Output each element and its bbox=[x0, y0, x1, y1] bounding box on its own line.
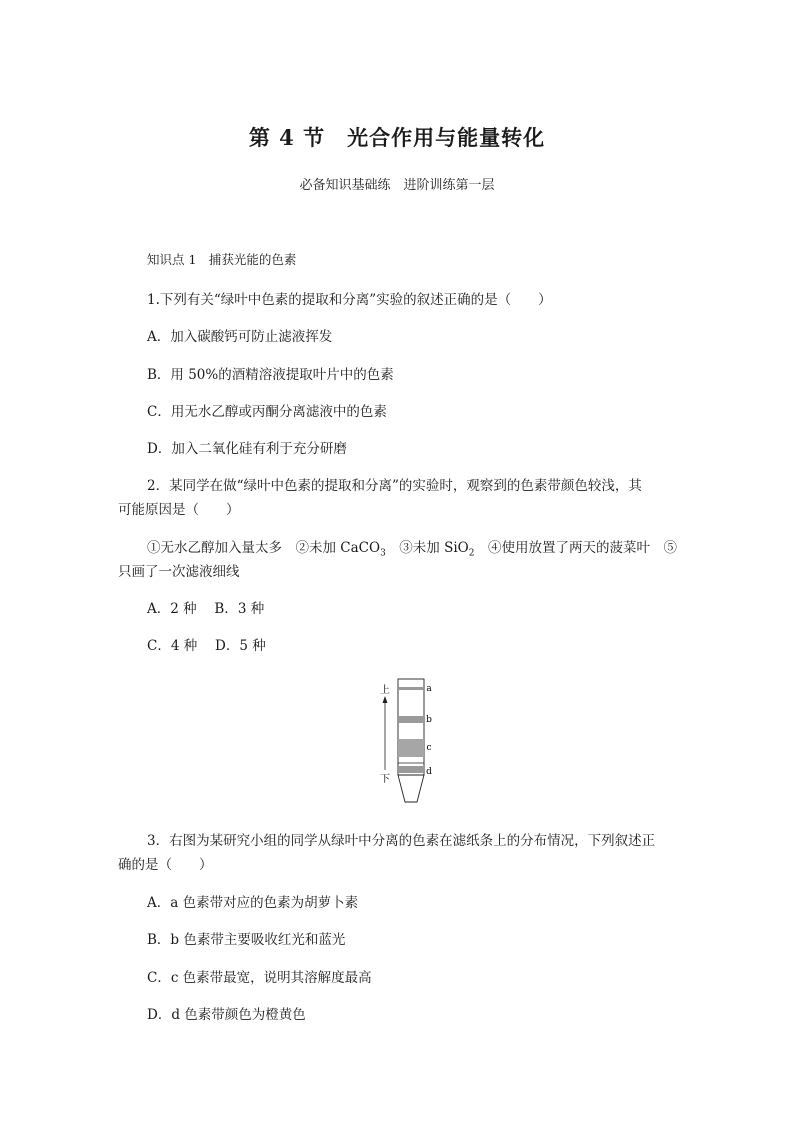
q1-option-b: B．用 50%的酒精溶液提取叶片中的色素 bbox=[147, 367, 394, 383]
q2-item-part-b: ③未加 SiO bbox=[385, 540, 469, 556]
chromatography-strip-figure bbox=[374, 676, 434, 806]
q1-option-c: C．用无水乙醇或丙酮分离滤液中的色素 bbox=[147, 404, 387, 420]
q2-stem-line2: 可能原因是（ ） bbox=[118, 502, 240, 518]
band-c bbox=[398, 739, 424, 757]
q2-item-part-c: ④使用放置了两天的菠菜叶 ⑤ bbox=[474, 540, 677, 556]
filter-strip bbox=[398, 679, 424, 775]
q2-options-ab: A．2 种 B．3 种 bbox=[147, 601, 265, 617]
page-subtitle: 必备知识基础练 进阶训练第一层 bbox=[299, 178, 495, 193]
band-label-c: c bbox=[426, 743, 432, 753]
q3-option-d: D．d 色素带颜色为橙黄色 bbox=[147, 1007, 306, 1023]
label-bottom: 下 bbox=[380, 774, 390, 785]
label-top: 上 bbox=[380, 685, 390, 696]
q2-items-line1 bbox=[147, 536, 677, 559]
band-label-d: d bbox=[426, 767, 432, 777]
q2-items-line2: 只画了一次滤液细线 bbox=[118, 564, 240, 580]
section-heading: 知识点 1 捕获光能的色素 bbox=[147, 252, 297, 267]
band-label-a: a bbox=[426, 684, 432, 694]
q2-options-cd: C．4 种 D．5 种 bbox=[147, 638, 266, 654]
strip-tip bbox=[398, 775, 424, 802]
q2-stem-line1: 2．某同学在做“绿叶中色素的提取和分离”的实验时，观察到的色素带颜色较浅，其 bbox=[147, 478, 642, 494]
q3-option-c: C．c 色素带最宽，说明其溶解度最高 bbox=[147, 970, 372, 986]
q3-stem-line1: 3．右图为某研究小组的同学从绿叶中分离的色素在滤纸条上的分布情况，下列叙述正 bbox=[147, 833, 656, 849]
q3-option-a: A．a 色素带对应的色素为胡萝卜素 bbox=[147, 895, 359, 911]
q2-sub-3: 3 bbox=[380, 548, 386, 559]
q3-stem-line2: 确的是（ ） bbox=[118, 857, 213, 873]
page-title: 第 4 节 光合作用与能量转化 bbox=[248, 125, 546, 150]
q1-stem: 1.下列有关“绿叶中色素的提取和分离”实验的叙述正确的是（ ） bbox=[147, 292, 552, 308]
band-a bbox=[398, 687, 424, 690]
q2-sub-2: 2 bbox=[468, 548, 475, 559]
q1-option-a: A．加入碳酸钙可防止滤液挥发 bbox=[147, 329, 333, 345]
direction-arrow-head bbox=[383, 696, 388, 703]
q2-item-part-a: ①无水乙醇加入量太多 ②未加 CaCO bbox=[147, 540, 381, 556]
band-label-b: b bbox=[426, 715, 432, 725]
q3-option-b: B．b 色素带主要吸收红光和蓝光 bbox=[147, 932, 346, 948]
band-d bbox=[398, 766, 424, 773]
band-b bbox=[398, 716, 424, 723]
q1-option-d: D．加入二氧化硅有利于充分研磨 bbox=[147, 441, 347, 457]
